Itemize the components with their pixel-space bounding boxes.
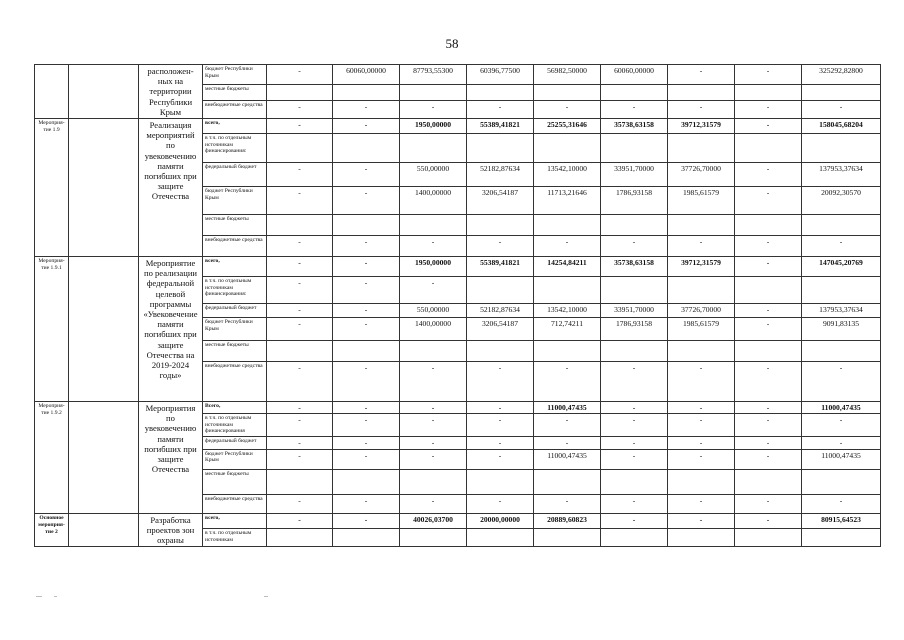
year-value-cell: - — [735, 402, 802, 414]
year-value-cell: - — [735, 449, 802, 469]
year-value-cell — [333, 84, 400, 100]
year-value-cell: 35738,63158 — [601, 257, 668, 277]
total-cell: - — [802, 436, 881, 449]
year-value-cell: 20000,00000 — [467, 513, 534, 529]
year-value-cell — [400, 529, 467, 547]
year-value-cell: - — [400, 414, 467, 437]
year-value-cell: - — [267, 414, 333, 437]
measure-code: Мероприя-тие 1.9.2 — [35, 402, 69, 514]
year-value-cell: - — [267, 163, 333, 187]
year-value-cell: - — [735, 436, 802, 449]
year-value-cell: 1400,00000 — [400, 318, 467, 341]
year-value-cell — [735, 134, 802, 163]
year-value-cell: - — [534, 362, 601, 402]
year-value-cell: 14254,84211 — [534, 257, 601, 277]
year-value-cell: - — [267, 402, 333, 414]
total-cell — [802, 84, 881, 100]
year-value-cell — [467, 277, 534, 304]
measure-code: Основное мероприя-тие 2 — [35, 513, 69, 547]
year-value-cell: - — [735, 65, 802, 85]
total-cell: 80915,64523 — [802, 513, 881, 529]
year-value-cell — [534, 277, 601, 304]
funding-source: местные бюджеты — [203, 341, 267, 362]
funding-source: в т.ч. по отдельным источникам — [203, 529, 267, 547]
year-value-cell: - — [400, 494, 467, 513]
year-value-cell — [601, 341, 668, 362]
year-value-cell — [735, 84, 802, 100]
measure-code: Мероприя-тие 1.9.1 — [35, 257, 69, 402]
year-value-cell: - — [601, 436, 668, 449]
year-value-cell — [333, 529, 400, 547]
table-row — [35, 65, 881, 85]
year-value-cell: 60060,00000 — [333, 65, 400, 85]
year-value-cell: - — [467, 236, 534, 257]
year-value-cell: - — [668, 100, 735, 118]
total-cell — [802, 529, 881, 547]
measure-name: Мероприятия по увековечению памяти погибших при защите Отечества — [139, 402, 203, 514]
responsible-cell — [69, 65, 139, 119]
year-value-cell: - — [668, 402, 735, 414]
year-value-cell — [668, 84, 735, 100]
year-value-cell: 55389,41821 — [467, 119, 534, 134]
year-value-cell: - — [333, 414, 400, 437]
table-row — [35, 257, 881, 277]
total-cell: 137953,37634 — [802, 304, 881, 318]
total-cell: - — [802, 414, 881, 437]
year-value-cell: 55389,41821 — [467, 257, 534, 277]
total-cell — [802, 134, 881, 163]
year-value-cell: - — [267, 100, 333, 118]
total-cell: - — [802, 362, 881, 402]
year-value-cell: - — [267, 277, 333, 304]
funding-source: федеральный бюджет — [203, 304, 267, 318]
measure-name: Мероприятие по реализации федеральной целевой программы «Увековечение памяти погибших при защите Отечества на 2019-2024 годы» — [139, 257, 203, 402]
year-value-cell: - — [267, 236, 333, 257]
year-value-cell: 52182,87634 — [467, 304, 534, 318]
year-value-cell: - — [601, 362, 668, 402]
total-cell — [802, 215, 881, 236]
year-value-cell: 39712,31579 — [668, 119, 735, 134]
year-value-cell: 11713,21646 — [534, 187, 601, 215]
year-value-cell — [467, 529, 534, 547]
year-value-cell: 13542,10000 — [534, 304, 601, 318]
table-row — [35, 402, 881, 414]
year-value-cell: - — [400, 100, 467, 118]
measure-code: Мероприя-тие 1.9 — [35, 119, 69, 257]
year-value-cell — [735, 277, 802, 304]
total-cell: 20092,30570 — [802, 187, 881, 215]
year-value-cell: - — [333, 277, 400, 304]
responsible-cell — [69, 257, 139, 402]
year-value-cell: 13542,10000 — [534, 163, 601, 187]
total-cell — [802, 277, 881, 304]
year-value-cell: - — [601, 236, 668, 257]
year-value-cell: 3206,54187 — [467, 318, 534, 341]
funding-source: бюджет Республики Крым — [203, 65, 267, 85]
year-value-cell: 3206,54187 — [467, 187, 534, 215]
year-value-cell: 712,74211 — [534, 318, 601, 341]
year-value-cell: - — [400, 449, 467, 469]
year-value-cell: 33951,70000 — [601, 163, 668, 187]
year-value-cell — [668, 529, 735, 547]
year-value-cell — [735, 469, 802, 494]
responsible-cell — [69, 513, 139, 547]
year-value-cell — [534, 84, 601, 100]
year-value-cell — [267, 215, 333, 236]
year-value-cell: - — [534, 236, 601, 257]
year-value-cell: - — [333, 100, 400, 118]
funding-source: бюджет Республики Крым — [203, 187, 267, 215]
year-value-cell: - — [534, 414, 601, 437]
scan-noise-dots — [34, 596, 860, 597]
year-value-cell: 87793,55300 — [400, 65, 467, 85]
year-value-cell — [333, 341, 400, 362]
year-value-cell — [601, 84, 668, 100]
measure-name: Разработка проектов зон охраны — [139, 513, 203, 547]
year-value-cell — [267, 469, 333, 494]
year-value-cell: 550,00000 — [400, 163, 467, 187]
year-value-cell: 37726,70000 — [668, 163, 735, 187]
year-value-cell: - — [534, 100, 601, 118]
year-value-cell: - — [735, 100, 802, 118]
funding-source: в т.ч. по отдельным источникам финансирования: — [203, 134, 267, 163]
funding-source: всего, — [203, 119, 267, 134]
year-value-cell: - — [400, 236, 467, 257]
year-value-cell: - — [333, 236, 400, 257]
year-value-cell: - — [467, 362, 534, 402]
funding-source: Всего, — [203, 402, 267, 414]
year-value-cell: - — [400, 436, 467, 449]
year-value-cell: 1400,00000 — [400, 187, 467, 215]
measure-name: расположен-ных на территории Республики Крым — [139, 65, 203, 119]
year-value-cell: - — [267, 187, 333, 215]
responsible-cell — [69, 119, 139, 257]
year-value-cell — [400, 134, 467, 163]
year-value-cell: - — [467, 414, 534, 437]
year-value-cell — [601, 469, 668, 494]
year-value-cell: - — [333, 513, 400, 529]
year-value-cell: - — [735, 414, 802, 437]
year-value-cell: - — [668, 513, 735, 529]
year-value-cell: - — [601, 414, 668, 437]
year-value-cell: - — [735, 304, 802, 318]
budget-table — [34, 64, 881, 547]
funding-source: внебюджетные средства — [203, 100, 267, 118]
year-value-cell: 33951,70000 — [601, 304, 668, 318]
year-value-cell: 11000,47435 — [534, 402, 601, 414]
year-value-cell — [467, 84, 534, 100]
year-value-cell: 1985,61579 — [668, 318, 735, 341]
year-value-cell: 20889,60823 — [534, 513, 601, 529]
year-value-cell: - — [267, 494, 333, 513]
table-row — [35, 513, 881, 529]
year-value-cell: - — [735, 318, 802, 341]
funding-source: внебюджетные средства — [203, 494, 267, 513]
total-cell: 137953,37634 — [802, 163, 881, 187]
year-value-cell — [668, 277, 735, 304]
year-value-cell — [735, 341, 802, 362]
funding-source: внебюджетные средства — [203, 362, 267, 402]
year-value-cell: 52182,87634 — [467, 163, 534, 187]
year-value-cell: - — [333, 304, 400, 318]
year-value-cell: 40026,03700 — [400, 513, 467, 529]
year-value-cell — [534, 469, 601, 494]
year-value-cell — [333, 469, 400, 494]
year-value-cell: 39712,31579 — [668, 257, 735, 277]
total-cell: 9091,83135 — [802, 318, 881, 341]
total-cell: 11000,47435 — [802, 402, 881, 414]
year-value-cell: - — [267, 513, 333, 529]
table-row — [35, 119, 881, 134]
year-value-cell: 25255,31646 — [534, 119, 601, 134]
year-value-cell: - — [735, 163, 802, 187]
year-value-cell: - — [735, 236, 802, 257]
year-value-cell: - — [668, 436, 735, 449]
year-value-cell: - — [534, 494, 601, 513]
year-value-cell: 60060,00000 — [601, 65, 668, 85]
year-value-cell: 35738,63158 — [601, 119, 668, 134]
year-value-cell: - — [267, 119, 333, 134]
year-value-cell: - — [400, 277, 467, 304]
total-cell: 158045,68204 — [802, 119, 881, 134]
year-value-cell: - — [467, 100, 534, 118]
year-value-cell — [400, 341, 467, 362]
funding-source: всего, — [203, 257, 267, 277]
total-cell: 325292,82800 — [802, 65, 881, 85]
year-value-cell: - — [333, 494, 400, 513]
year-value-cell: 37726,70000 — [668, 304, 735, 318]
funding-source: местные бюджеты — [203, 215, 267, 236]
year-value-cell — [601, 529, 668, 547]
year-value-cell — [467, 469, 534, 494]
year-value-cell: - — [534, 436, 601, 449]
year-value-cell — [735, 529, 802, 547]
year-value-cell — [267, 341, 333, 362]
year-value-cell: - — [467, 436, 534, 449]
year-value-cell — [400, 215, 467, 236]
year-value-cell — [735, 215, 802, 236]
year-value-cell: - — [333, 362, 400, 402]
year-value-cell: - — [333, 257, 400, 277]
year-value-cell: - — [735, 362, 802, 402]
year-value-cell — [534, 134, 601, 163]
year-value-cell: - — [333, 187, 400, 215]
year-value-cell: - — [601, 402, 668, 414]
total-cell: 11000,47435 — [802, 449, 881, 469]
year-value-cell: - — [668, 65, 735, 85]
year-value-cell — [267, 529, 333, 547]
year-value-cell: 1985,61579 — [668, 187, 735, 215]
year-value-cell: - — [668, 449, 735, 469]
year-value-cell — [668, 341, 735, 362]
year-value-cell: - — [735, 119, 802, 134]
total-cell: - — [802, 100, 881, 118]
year-value-cell — [668, 469, 735, 494]
funding-source: всего, — [203, 513, 267, 529]
year-value-cell — [467, 134, 534, 163]
funding-source: в т.ч. по отдельным источникам финансирования — [203, 414, 267, 437]
year-value-cell: - — [601, 494, 668, 513]
year-value-cell: 11000,47435 — [534, 449, 601, 469]
year-value-cell — [400, 84, 467, 100]
year-value-cell — [534, 341, 601, 362]
year-value-cell — [333, 134, 400, 163]
total-cell: - — [802, 236, 881, 257]
total-cell — [802, 341, 881, 362]
year-value-cell — [668, 134, 735, 163]
year-value-cell — [601, 277, 668, 304]
funding-source: местные бюджеты — [203, 469, 267, 494]
funding-source: бюджет Республики Крым — [203, 318, 267, 341]
year-value-cell: - — [267, 318, 333, 341]
year-value-cell: - — [400, 402, 467, 414]
year-value-cell — [400, 469, 467, 494]
year-value-cell: - — [333, 449, 400, 469]
year-value-cell — [267, 84, 333, 100]
year-value-cell — [601, 134, 668, 163]
year-value-cell: - — [267, 449, 333, 469]
year-value-cell — [601, 215, 668, 236]
year-value-cell: 550,00000 — [400, 304, 467, 318]
funding-source: местные бюджеты — [203, 84, 267, 100]
year-value-cell: 1950,00000 — [400, 257, 467, 277]
year-value-cell: 1786,93158 — [601, 318, 668, 341]
funding-source: бюджет Республики Крым — [203, 449, 267, 469]
year-value-cell: - — [267, 65, 333, 85]
year-value-cell: - — [668, 414, 735, 437]
responsible-cell — [69, 402, 139, 514]
year-value-cell — [668, 215, 735, 236]
year-value-cell: - — [735, 257, 802, 277]
total-cell: - — [802, 494, 881, 513]
year-value-cell — [534, 215, 601, 236]
year-value-cell: - — [267, 304, 333, 318]
year-value-cell: - — [735, 513, 802, 529]
measure-code — [35, 65, 69, 119]
year-value-cell: 60396,77500 — [467, 65, 534, 85]
page-number: 58 — [445, 36, 459, 51]
measure-name: Реализация мероприятий по увековечению памяти погибших при защите Отечества — [139, 119, 203, 257]
year-value-cell: - — [735, 494, 802, 513]
funding-source: внебюджетные средства — [203, 236, 267, 257]
year-value-cell: - — [267, 257, 333, 277]
year-value-cell — [467, 341, 534, 362]
year-value-cell: - — [333, 436, 400, 449]
year-value-cell: - — [668, 236, 735, 257]
year-value-cell: - — [467, 494, 534, 513]
year-value-cell: - — [601, 513, 668, 529]
year-value-cell: - — [601, 100, 668, 118]
year-value-cell — [333, 215, 400, 236]
year-value-cell — [534, 529, 601, 547]
year-value-cell: - — [333, 402, 400, 414]
year-value-cell: - — [668, 362, 735, 402]
year-value-cell: - — [735, 187, 802, 215]
year-value-cell — [267, 134, 333, 163]
year-value-cell: - — [400, 362, 467, 402]
funding-source: федеральный бюджет — [203, 436, 267, 449]
year-value-cell: - — [267, 436, 333, 449]
year-value-cell: - — [467, 449, 534, 469]
total-cell — [802, 469, 881, 494]
year-value-cell: - — [333, 318, 400, 341]
year-value-cell — [467, 215, 534, 236]
year-value-cell: - — [668, 494, 735, 513]
funding-source: федеральный бюджет — [203, 163, 267, 187]
year-value-cell: - — [333, 119, 400, 134]
year-value-cell: 1950,00000 — [400, 119, 467, 134]
year-value-cell: 56982,50000 — [534, 65, 601, 85]
year-value-cell: - — [267, 362, 333, 402]
year-value-cell: - — [467, 402, 534, 414]
year-value-cell: 1786,93158 — [601, 187, 668, 215]
funding-source: в т.ч. по отдельным источникам финансирования: — [203, 277, 267, 304]
year-value-cell: - — [333, 163, 400, 187]
year-value-cell: - — [601, 449, 668, 469]
total-cell: 147045,20769 — [802, 257, 881, 277]
